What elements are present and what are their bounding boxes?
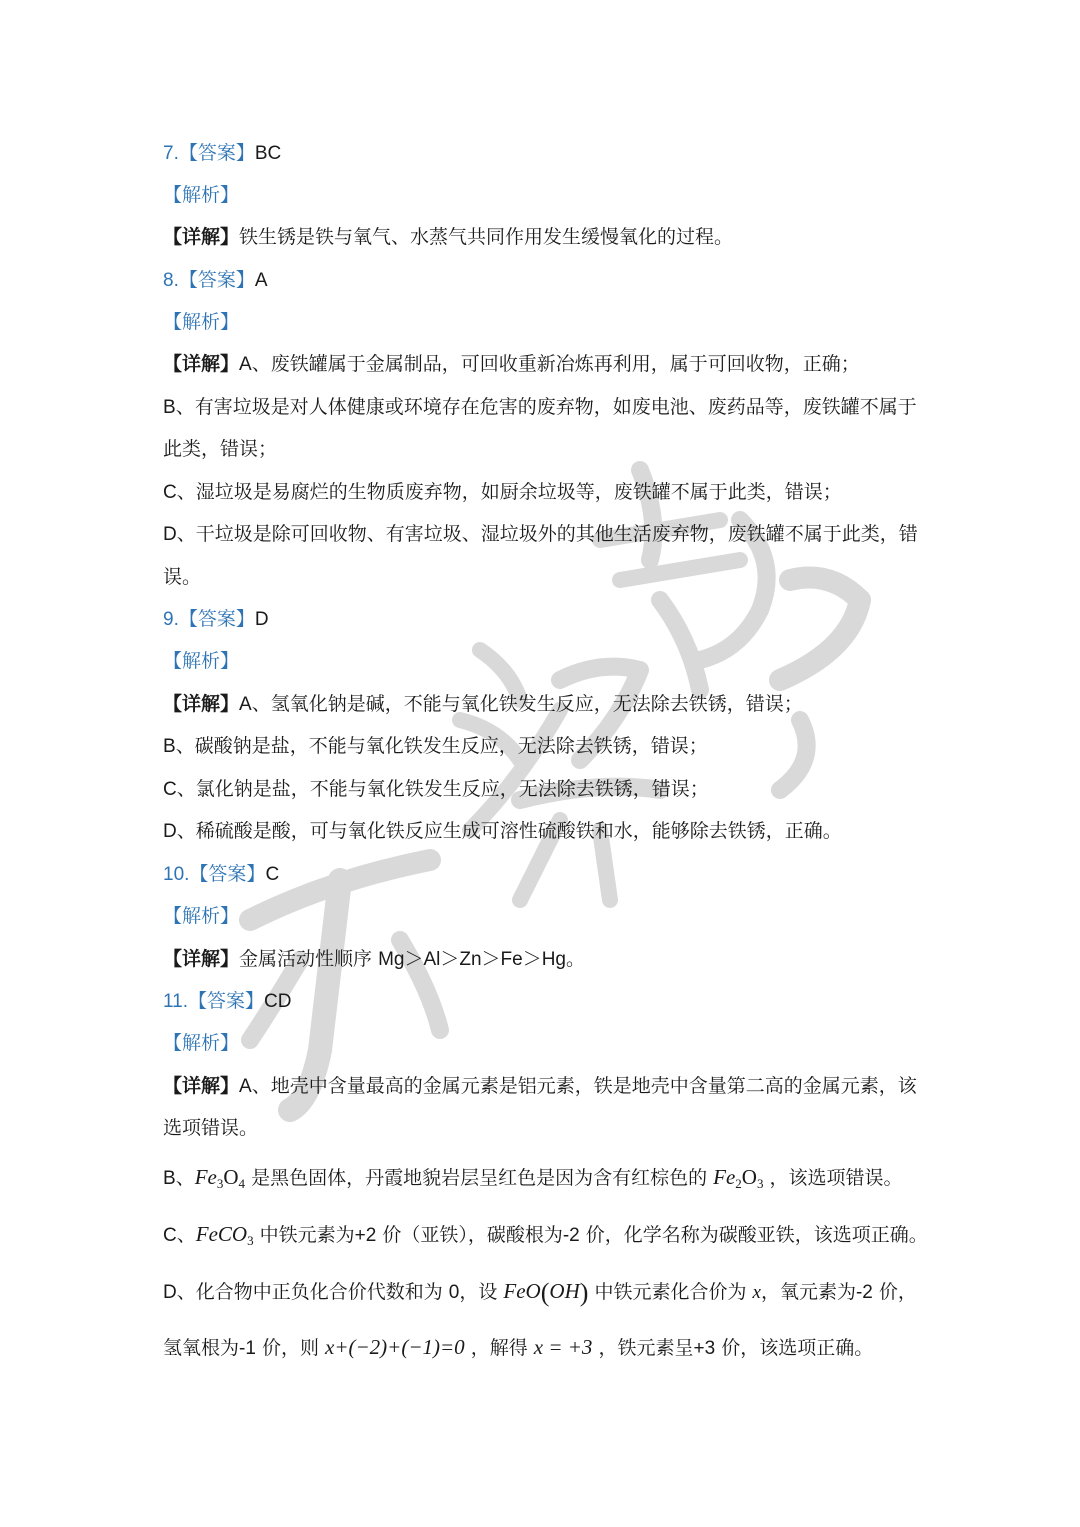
q9-option-b-text: 、碳酸钠是盐，不能与氧化铁发生反应，无法除去铁锈，错误； (175, 735, 708, 757)
q11-option-b-text: 是黑色固体，丹霞地貌岩层呈红色是因为含有红棕色的 (245, 1167, 714, 1189)
q10-activity-order: Mg＞Al＞Zn＞Fe＞Hg (378, 949, 566, 970)
q9-option-c-text: 、氯化钠是盐，不能与氧化铁发生反应，无法除去铁锈，错误； (176, 778, 709, 800)
q11-detail-d-cont (163, 1334, 873, 1362)
q9-number: 9. (163, 609, 179, 630)
q9-option-b-letter: B (163, 736, 176, 757)
equation-solution: x = +3 (533, 1335, 593, 1359)
q11-d2-text5: 价，该选项正确。 (715, 1337, 874, 1359)
q11-detail-tag: 【详解】 (163, 1075, 240, 1097)
q8-detail-a (163, 351, 860, 378)
q8-analysis-tag: 【解析】 (163, 311, 240, 333)
q11-d2-text3: ，解得 (464, 1337, 534, 1359)
q8-detail-b (163, 394, 917, 421)
formula-fe3o4: $Fe_3O_4$ (194, 1165, 246, 1191)
q7-detail-line (163, 224, 733, 250)
q11-d2-text1: 氢氧根为 (163, 1337, 240, 1359)
q7-detail-text: 铁生锈是铁与氧气、水蒸气共同作用发生缓慢氧化的过程。 (239, 226, 734, 248)
q11-option-d-text3: 中铁元素化合价为 (588, 1281, 753, 1303)
q11-option-d-text4: ，氧元素为 (760, 1281, 856, 1303)
q9-detail-a (163, 691, 803, 718)
q9-option-a-letter: A (239, 694, 252, 715)
q8-option-d-text: 、干垃圾是除可回收物、有害垃圾、湿垃圾外的其他生活废弃物，废铁罐不属于此类，错 (176, 523, 918, 545)
q11-option-d-letter: D (163, 1282, 177, 1303)
q11-option-b-end: ，该选项错误。 (763, 1167, 903, 1189)
equation-valence-sum: x+(−2)+(−1)=0 (325, 1335, 465, 1359)
q10-detail-text: 金属活动性顺序 (239, 948, 379, 970)
q10-detail-end: 。 (566, 948, 586, 970)
q9-answer-line (163, 606, 269, 633)
q8-detail-tag: 【详解】 (163, 353, 240, 375)
q9-detail-b (163, 733, 708, 760)
q11-option-c-letter: C (163, 1225, 177, 1246)
valence-fe: +3 (693, 1338, 716, 1359)
q11-answer-line (163, 988, 291, 1015)
q7-answer: BC (254, 143, 282, 164)
q10-answer-line (163, 861, 279, 888)
q9-option-d-text: 、稀硫酸是酸，可与氧化铁反应生成可溶性硫酸铁和水，能够除去铁锈，正确。 (176, 820, 842, 842)
q11-option-b-letter: B (163, 1168, 176, 1189)
variable-x: x (752, 1282, 761, 1303)
q11-option-d-text5: 价， (872, 1281, 917, 1303)
valence-oh: -1 (239, 1338, 256, 1359)
q11-d2-text2: 价，则 (255, 1337, 326, 1359)
q8-option-d-letter: D (163, 524, 177, 545)
q9-option-c-letter: C (163, 779, 177, 800)
q11-option-d-text1: 、化合物中正负化合价代数和为 (176, 1281, 449, 1303)
q11-option-a-letter: A (239, 1076, 252, 1097)
q11-analysis-tag: 【解析】 (163, 1032, 240, 1054)
q11-option-b-sep: 、 (175, 1167, 195, 1189)
q10-answer: C (265, 864, 280, 885)
q7-number: 7. (163, 143, 179, 164)
q10-detail-tag: 【详解】 (163, 948, 240, 970)
q9-detail-tag: 【详解】 (163, 693, 240, 715)
q11-option-c-text3: 价，化学名称为碳酸亚铁，该选项正确。 (579, 1224, 928, 1246)
q10-detail-line (163, 946, 585, 973)
valence-minus2: -2 (562, 1225, 580, 1246)
q8-detail-d (163, 521, 918, 548)
q11-detail-d (163, 1278, 917, 1306)
q8-answer-line (163, 267, 268, 294)
q8-option-b-letter: B (163, 397, 176, 418)
q11-answer: CD (264, 991, 292, 1012)
q8-option-c-text: 、湿垃圾是易腐烂的生物质废弃物，如厨余垃圾等，废铁罐不属于此类，错误； (176, 481, 842, 503)
valence-plus2: +2 (354, 1225, 377, 1246)
q9-analysis-tag: 【解析】 (163, 650, 240, 672)
q7-answer-line (163, 140, 281, 167)
q9-option-d-letter: D (163, 821, 177, 842)
q11-d2-text4: ，铁元素呈 (592, 1337, 694, 1359)
q11-answer-tag: 【答案】 (188, 990, 265, 1012)
q10-answer-tag: 【答案】 (189, 863, 266, 885)
q11-option-d-text2: ，设 (459, 1281, 504, 1303)
q11-number: 11. (163, 991, 189, 1012)
q9-detail-c (163, 776, 709, 803)
q9-answer-tag: 【答案】 (178, 608, 255, 630)
q11-detail-a-cont: 选项错误。 (163, 1117, 259, 1139)
q11-option-c-sep: 、 (176, 1224, 196, 1246)
q9-detail-d (163, 818, 842, 845)
q8-detail-c (163, 479, 842, 506)
q8-option-b-text: 、有害垃圾是对人体健康或环境存在危害的废弃物，如废电池、废药品等，废铁罐不属于 (175, 396, 917, 418)
q9-answer: D (254, 609, 269, 630)
formula-feooh: FeO(OH) (503, 1278, 589, 1307)
q11-option-c-text2: 价（亚铁），碳酸根为 (376, 1224, 563, 1246)
q11-option-c-text1: 中铁元素为 (253, 1224, 355, 1246)
q7-analysis-tag: 【解析】 (163, 184, 240, 206)
q10-analysis-tag: 【解析】 (163, 905, 240, 927)
q8-number: 8. (163, 270, 179, 291)
q11-detail-b (163, 1164, 903, 1197)
q11-detail-a (163, 1073, 917, 1100)
q7-answer-tag: 【答案】 (178, 142, 255, 164)
q8-option-c-letter: C (163, 482, 177, 503)
q10-number: 10. (163, 864, 190, 885)
q11-zero: 0 (448, 1282, 460, 1303)
formula-fe2o3: $Fe_2O_3$ (713, 1165, 764, 1191)
valence-o: -2 (855, 1282, 873, 1303)
q8-option-a-letter: A (239, 354, 252, 375)
q11-option-a-text: 、地壳中含量最高的金属元素是铝元素，铁是地壳中含量第二高的金属元素，该 (251, 1075, 917, 1097)
q11-detail-c (163, 1221, 928, 1254)
q8-answer-tag: 【答案】 (178, 269, 255, 291)
q8-option-a-text: 、废铁罐属于金属制品，可回收重新冶炼再利用，属于可回收物，正确； (251, 353, 860, 375)
q7-detail-tag: 【详解】 (163, 226, 240, 248)
q8-detail-b-cont: 此类，错误； (163, 438, 278, 460)
formula-feco3: FeCO$_3$ (195, 1222, 254, 1248)
q8-answer: A (254, 270, 268, 291)
q8-detail-d-cont: 误。 (163, 566, 202, 588)
q9-option-a-text: 、氢氧化钠是碱，不能与氧化铁发生反应，无法除去铁锈，错误； (251, 693, 803, 715)
